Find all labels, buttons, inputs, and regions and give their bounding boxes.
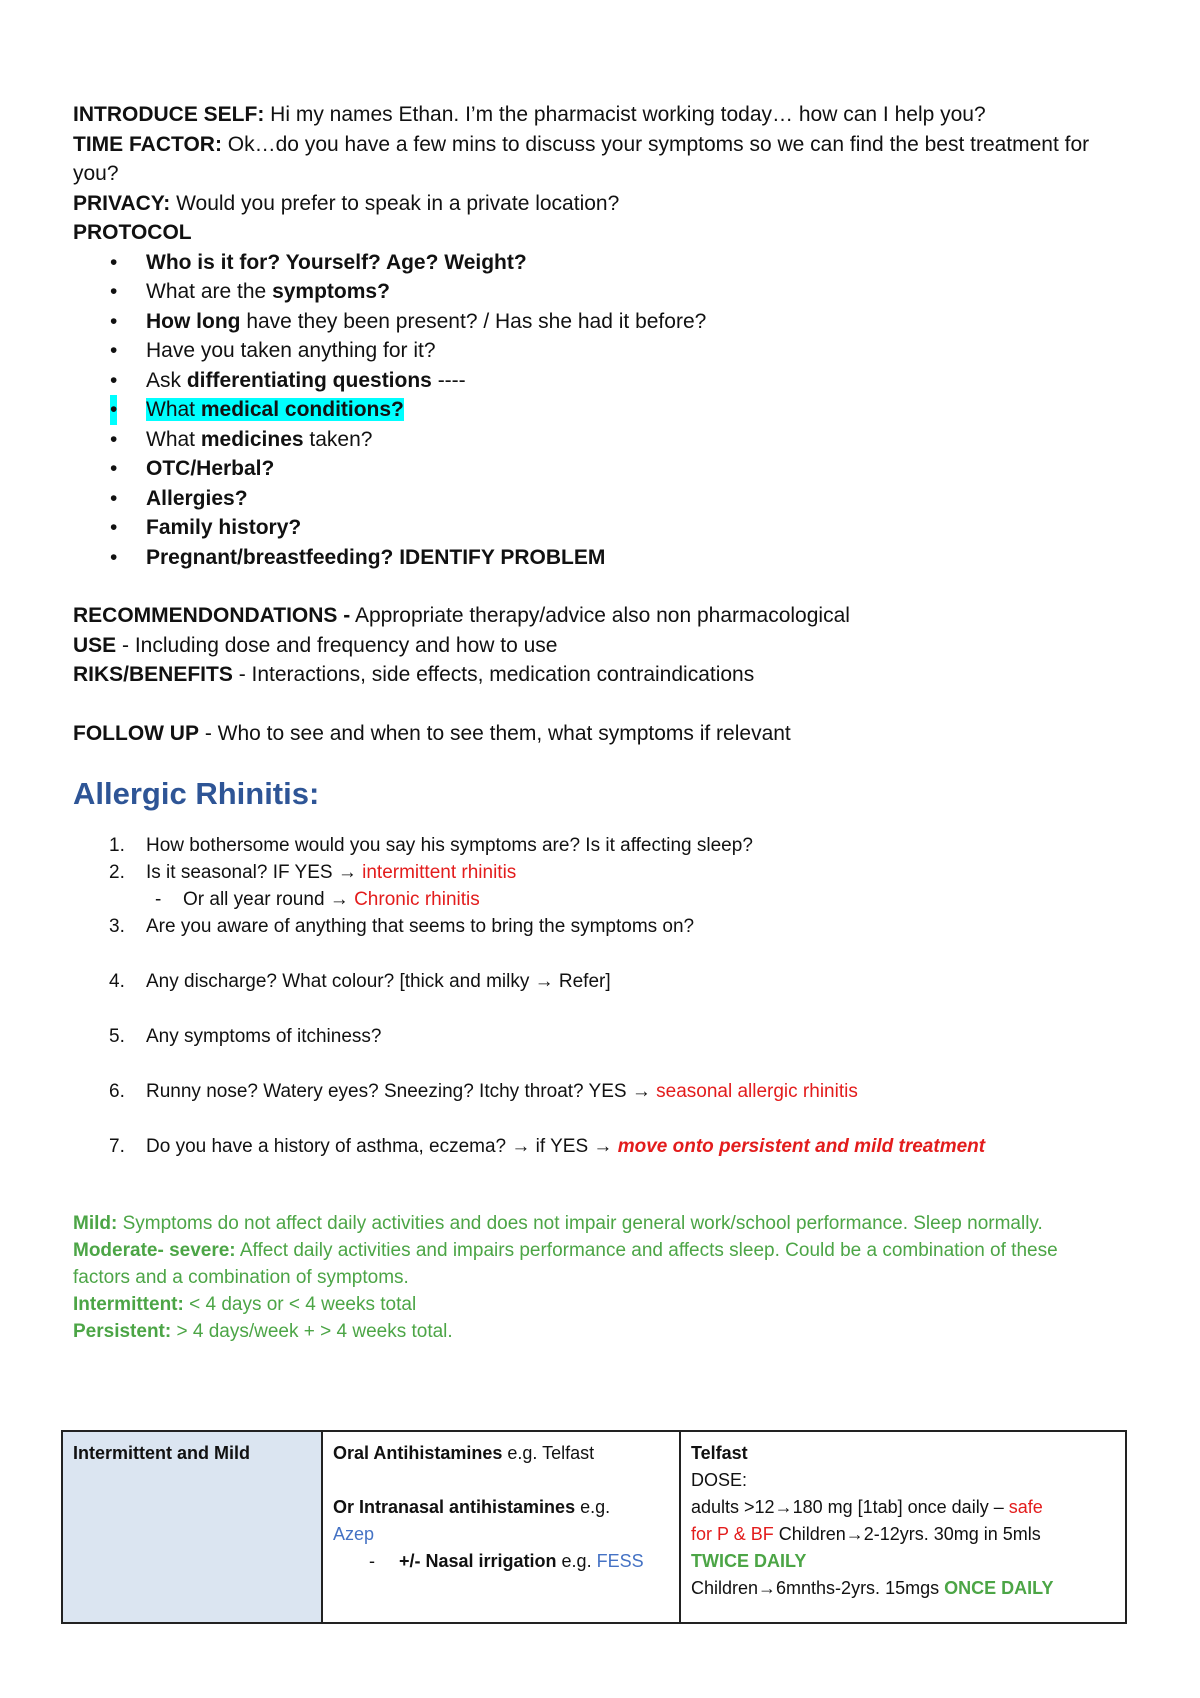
time-factor-line [73,130,1133,160]
questions-list [73,832,1133,886]
list-item: • Allergies? [73,484,1133,514]
follow-up-line: FOLLOW UP - Who to see and when to see them, what symptoms if relevant [73,721,791,745]
introduce-text: Hi my names Ethan. I’m the pharmacist working today… how can I help you? [264,103,986,126]
moderate-definition: Moderate- severe: Affect daily activities and impairs performance and affects sleep. Could be a combination of these [73,1240,1058,1261]
recommendations-label: RECOMMENDONDATIONS - [73,604,351,627]
use-label: USE [73,633,117,657]
list-item: 2. Is it seasonal? IF YES → intermittent rhinitis [109,862,517,883]
list-item: 7. Do you have a history of asthma, eczema? → if YES → move onto persistent and mild treatment [109,1136,986,1157]
table-cell-category: Intermittent and Mild [62,1431,322,1623]
bullet: • [110,339,118,362]
time-factor-line-2: you? [73,162,119,185]
bullet: • [110,368,118,392]
risks-label: RIKS/BENEFITS [73,663,233,686]
document-page [73,100,1133,1345]
list-item: • Ask differentiating questions ---- [73,366,1133,396]
recommendations-line: RECOMMENDONDATIONS - Appropriate therapy/advice also non pharmacological [73,604,850,627]
privacy-label: PRIVACY: [73,191,171,215]
bullet: • [110,516,118,539]
follow-up-label: FOLLOW UP [73,721,199,745]
intermittent-definition: Intermittent: < 4 days or < 4 weeks total [73,1294,417,1315]
introduce-label: INTRODUCE SELF: [73,103,265,126]
spacer [73,572,1133,601]
bullet: • [110,309,118,333]
list-item: 1. How bothersome would you say his symptoms are? Is it affecting sleep? [109,835,753,856]
privacy-line [73,189,1133,219]
privacy-text: Would you prefer to speak in a private location? [170,191,620,215]
bullet: • [110,280,118,303]
list-item: • Pregnant/breastfeeding? IDENTIFY PROBLEM [73,543,1133,573]
list-item: 5. Any symptoms of itchiness? [109,1026,382,1047]
table-row [62,1431,1126,1623]
list-item: 4. Any discharge? What colour? [thick and milky → Refer] [109,971,611,992]
bullet: • [110,545,118,569]
section-heading: Allergic Rhinitis: [73,776,320,811]
list-item: • Family history? [73,513,1133,543]
list-item: 3. Are you aware of anything that seems to bring the symptoms on? [109,916,695,937]
introduce-line [73,100,1133,130]
list-item: • Have you taken anything for it? [73,336,1133,366]
mild-definition: Mild: Symptoms do not affect daily activities and does not impair general work/school performance. Sleep normally. [73,1213,1043,1234]
protocol-list [73,248,1133,573]
list-item-highlighted [73,395,1133,425]
table-cell-treatment: Oral Antihistamines e.g. Telfast Or Intranasal antihistamines e.g. Azep - +/- Nasal irrigation e.g. FESS [322,1431,680,1623]
list-item: • Who is it for? Yourself? Age? Weight? [73,248,1133,278]
questions-list-cont [73,913,1133,1160]
list-item: 6. Runny nose? Watery eyes? Sneezing? Itchy throat? YES → seasonal allergic rhinitis [109,1081,858,1102]
list-item: • What are the symptoms? [73,277,1133,307]
moderate-definition-2: factors and a combination of symptoms. [73,1267,409,1288]
severity-definitions [73,1210,1133,1345]
highlighted-text: What medical conditions? [146,398,404,421]
spacer [73,690,1133,719]
bullet: • [110,427,118,451]
risks-line: RIKS/BENEFITS - Interactions, side effects, medication contraindications [73,663,755,686]
bullet: • [110,250,118,274]
table-cell-dose: Telfast DOSE: adults >12→180 mg [1tab] once daily – safe for P & BF Children→2-12yrs. 30mg in 5mls TWICE DAILY Children→6mnths-2yrs. 15mgs ONCE DAILY [680,1431,1126,1623]
list-item: • OTC/Herbal? [73,454,1133,484]
list-item: • How long have they been present? / Has she had it before? [73,307,1133,337]
time-factor-label: TIME FACTOR: [73,132,222,156]
time-factor-text: Ok…do you have a few mins to discuss your symptoms so we can find the best treatment for [221,132,1090,156]
list-item: • What medicines taken? [73,425,1133,455]
sub-list-item: - Or all year round → Chronic rhinitis [155,889,480,910]
treatment-table [61,1430,1127,1624]
persistent-definition: Persistent: > 4 days/week + > 4 weeks total. [73,1321,453,1342]
protocol-heading: PROTOCOL [73,221,192,244]
use-line: USE - Including dose and frequency and how to use [73,633,558,657]
bullet: • [110,395,117,425]
bullet: • [110,486,118,510]
bullet: • [110,457,118,480]
